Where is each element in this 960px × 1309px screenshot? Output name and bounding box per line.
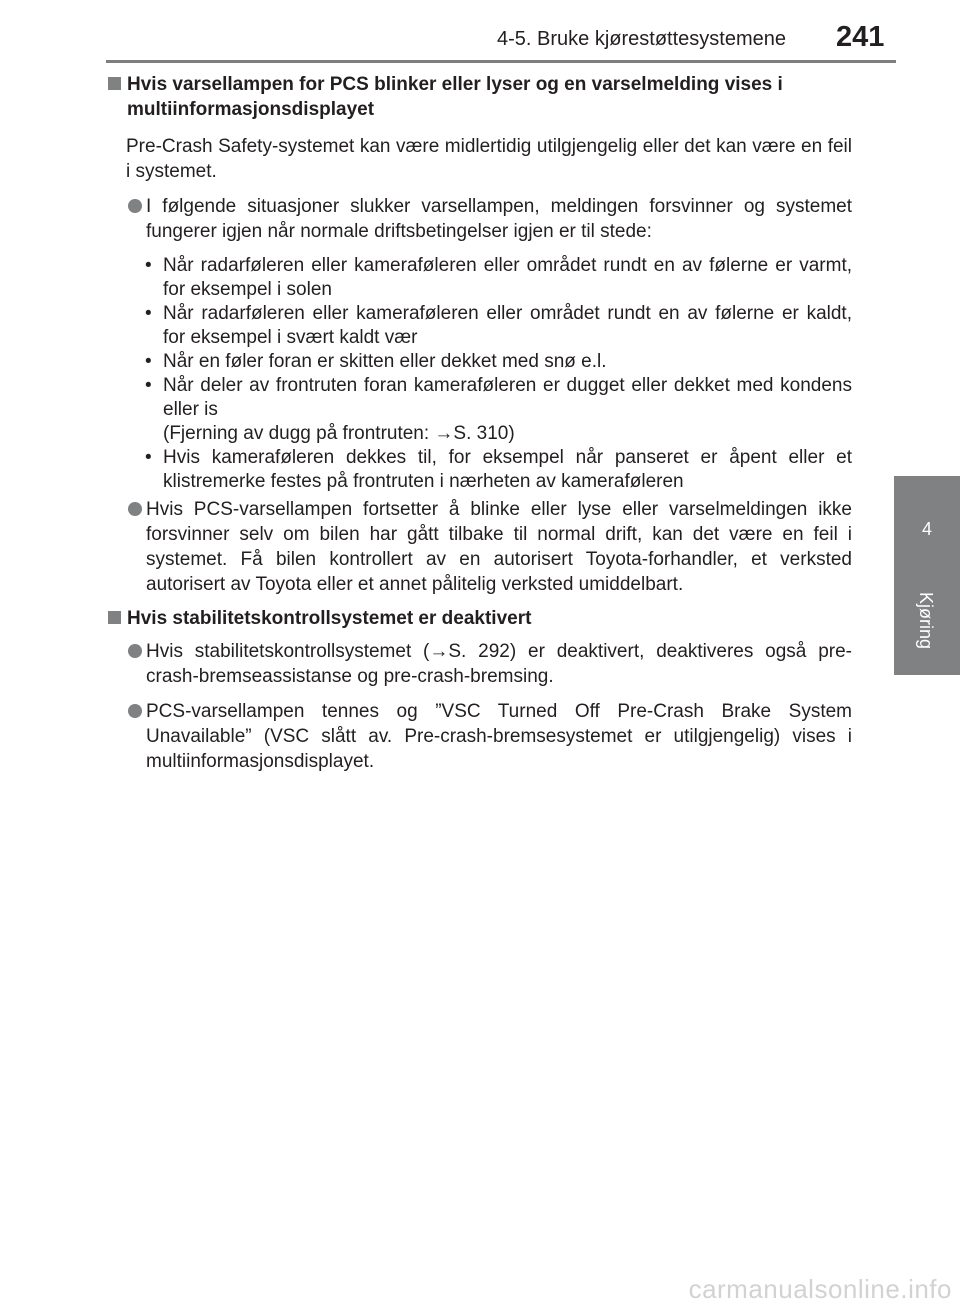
section-heading: Hvis varsellampen for PCS blinker eller lyser og en varselmelding vises i multiinformasjonsdisplayet <box>106 72 852 122</box>
dot-item: I følgende situasjoner slukker varsellampen, meldingen forsvinner og systemet fungerer igjen når normale driftsbetingelser igjen er til stede: <box>106 194 852 244</box>
bullet-mark: • <box>145 255 152 276</box>
square-bullet-icon <box>108 77 121 90</box>
list-item: • Når en føler foran er skitten eller dekket med snø e.l. <box>145 351 607 372</box>
header-section-title: 4-5. Bruke kjørestøttesystemene <box>497 28 786 50</box>
round-bullet-icon <box>128 704 142 718</box>
page-content <box>106 72 852 774</box>
list-item: • Når radarføleren eller kameraføleren eller området rundt en av følerne er varmt, for eksempel i solen <box>145 255 852 300</box>
bullet-mark: • <box>145 351 152 372</box>
section-pcs-warning <box>106 72 852 597</box>
dot-item: PCS-varsellampen tennes og ”VSC Turned Off Pre-Crash Brake System Unavailable” (VSC slått av. Pre-crash-bremsesystemet er utilgjengelig) vises i multiinformasjonsdisplayet. <box>106 699 852 774</box>
defog-page-reference[interactable]: (Fjerning av dugg på frontruten: →S. 310) <box>163 423 515 444</box>
chapter-tab-label: Kjøring <box>916 591 937 649</box>
list-item: • Når deler av frontruten foran kameraføleren er dugget eller dekket med kondens eller is (Fjerning av dugg på frontruten: →S. 310) <box>145 375 852 444</box>
dot-item: Hvis stabilitetskontrollsystemet (→S. 292) er deaktivert, deaktiveres også pre-crash-bremseassistanse og pre-crash-bremsing. <box>106 639 852 689</box>
section-paragraph: Pre-Crash Safety-systemet kan være midlertidig utilgjengelig eller det kan være en feil i systemet. <box>126 136 852 182</box>
section-heading: Hvis stabilitetskontrollsystemet er deaktivert <box>106 606 852 631</box>
header-rule <box>106 60 896 63</box>
page-number: 241 <box>836 21 885 53</box>
bullet-mark: • <box>145 303 152 324</box>
chapter-tab-label-wrap <box>896 590 956 650</box>
condition-list <box>106 254 852 494</box>
bullet-mark: • <box>145 375 152 396</box>
square-bullet-icon <box>108 611 121 624</box>
list-item: • Når radarføleren eller kameraføleren eller området rundt en av følerne er kaldt, for eksempel i svært kaldt vær <box>145 303 852 348</box>
section-stability-control <box>106 606 852 774</box>
round-bullet-icon <box>128 644 142 658</box>
dot-item: Hvis PCS-varsellampen fortsetter å blinke eller lyse eller varselmeldingen ikke forsvinner selv om bilen har gått tilbake til normal drift, kan det være en feil i systemet. Få bilen kontrollert av en autorisert Toyota-forhandler, et verksted autorisert av Toyota eller et annet pålitelig verksted umiddelbart. <box>106 497 852 597</box>
round-bullet-icon <box>128 199 142 213</box>
bullet-mark: • <box>145 447 152 468</box>
watermark: carmanualsonline.info <box>688 1274 952 1304</box>
list-item: • Hvis kameraføleren dekkes til, for eksempel når panseret er åpent eller et klistremerke festes på frontruten i nærheten av kameraføleren <box>145 447 852 492</box>
chapter-tab-number: 4 <box>921 519 932 539</box>
round-bullet-icon <box>128 502 142 516</box>
